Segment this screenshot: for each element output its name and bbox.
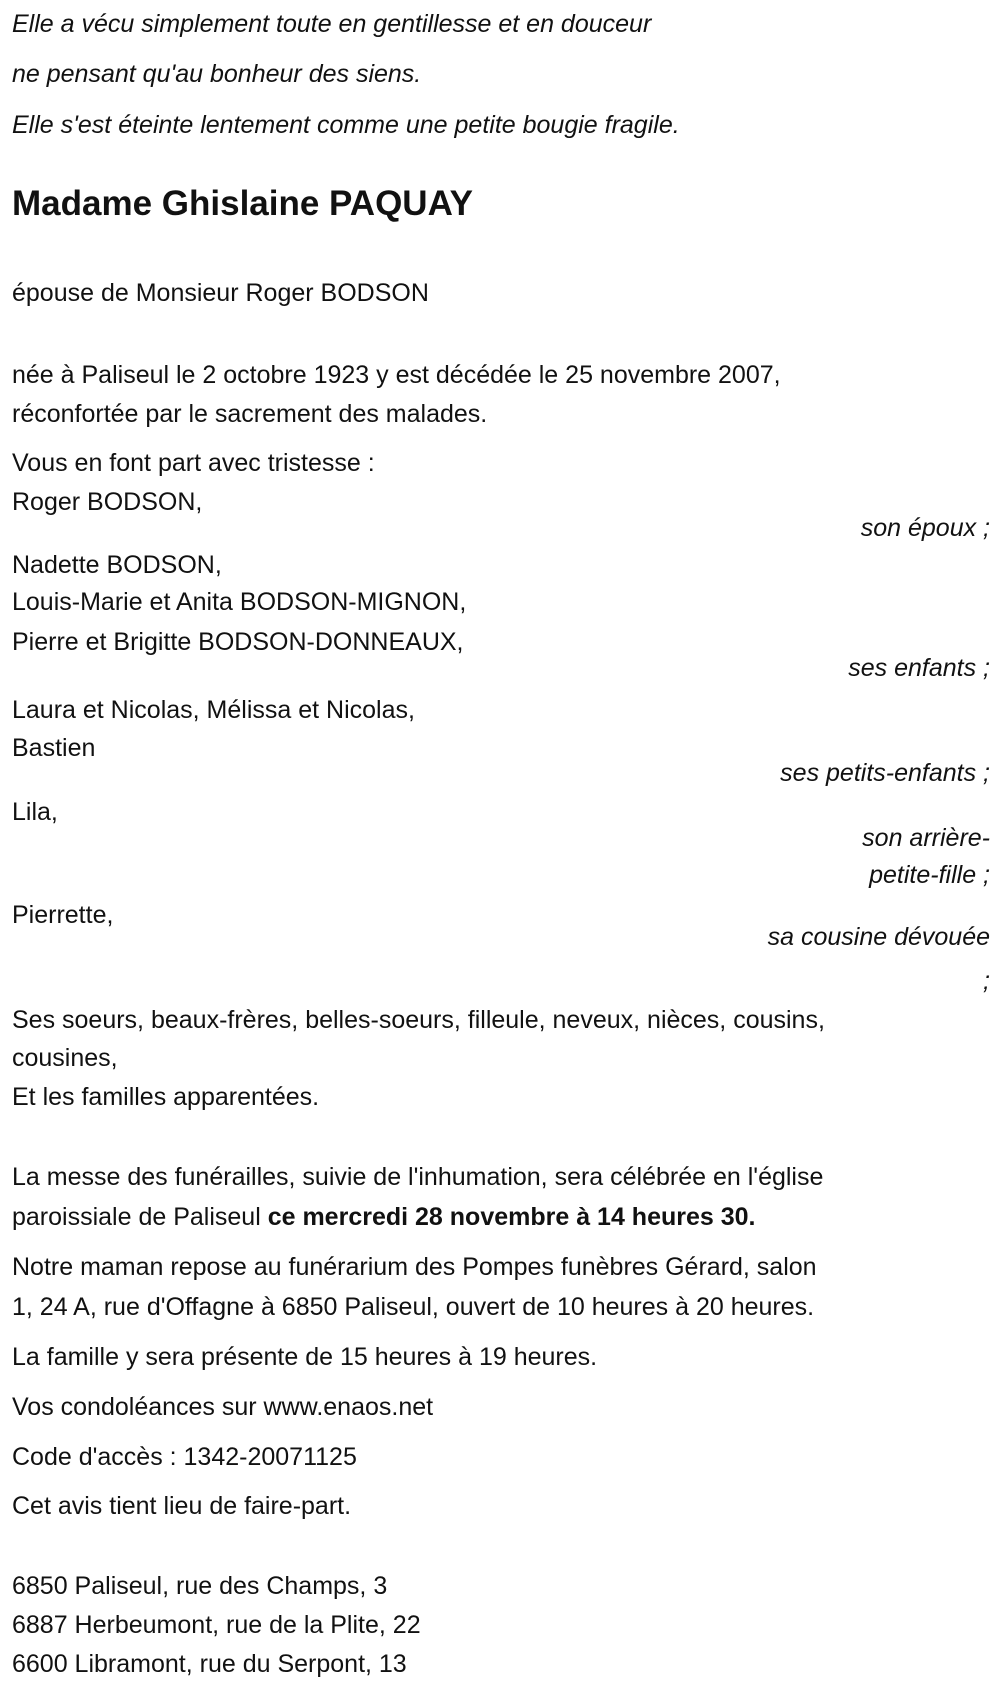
page-title: Madame Ghislaine PAQUAY [12, 184, 473, 223]
birth-death-line: réconfortée par le sacrement des malades. [12, 400, 488, 428]
funeral-line: La messe des funérailles, suivie de l'inhumation, sera célébrée en l'église [12, 1163, 824, 1191]
family-name: Pierrette, [12, 901, 114, 929]
condolences-line: Vos condoléances sur www.enaos.net [12, 1393, 434, 1421]
poem-line: Elle s'est éteinte lentement comme une petite bougie fragile. [12, 111, 680, 139]
funeral-datetime: ce mercredi 28 novembre à 14 heures 30. [267, 1203, 756, 1231]
birth-death-line: née à Paliseul le 2 octobre 1923 y est décédée le 25 novembre 2007, [12, 361, 781, 389]
others-line: cousines, [12, 1044, 118, 1072]
notice-line: Cet avis tient lieu de faire-part. [12, 1492, 352, 1520]
funeral-line [12, 1201, 755, 1233]
family-relation: sa cousine dévouée [767, 923, 990, 951]
family-relation: ses enfants ; [848, 654, 990, 682]
poem-line: Elle a vécu simplement toute en gentillesse et en douceur [12, 10, 652, 38]
announce-line: Vous en font part avec tristesse : [12, 449, 375, 477]
others-line: Et les familles apparentées. [12, 1083, 320, 1111]
address: 6887 Herbeumont, rue de la Plite, 22 [12, 1611, 421, 1639]
others-line: Ses soeurs, beaux-frères, belles-soeurs, filleule, neveux, nièces, cousins, [12, 1006, 825, 1034]
family-name: Roger BODSON, [12, 488, 203, 516]
family-name: Louis-Marie et Anita BODSON-MIGNON, [12, 588, 467, 616]
access-code: Code d'accès : 1342-20071125 [12, 1443, 357, 1471]
family-relation: son époux ; [860, 514, 990, 542]
family-name: Bastien [12, 734, 96, 762]
family-name: Pierre et Brigitte BODSON-DONNEAUX, [12, 628, 464, 656]
visitation-line: Notre maman repose au funérarium des Pompes funèbres Gérard, salon [12, 1253, 817, 1281]
family-name: Laura et Nicolas, Mélissa et Nicolas, [12, 696, 415, 724]
funeral-place: paroissiale de Paliseul [12, 1203, 268, 1231]
family-relation: son arrière- [862, 824, 990, 852]
family-relation: petite-fille ; [869, 861, 990, 889]
family-relation: ; [983, 967, 990, 995]
family-relation: ses petits-enfants ; [780, 759, 990, 787]
address: 6850 Paliseul, rue des Champs, 3 [12, 1572, 388, 1600]
spouse-line: épouse de Monsieur Roger BODSON [12, 279, 429, 307]
family-name: Lila, [12, 798, 58, 826]
address: 6600 Libramont, rue du Serpont, 13 [12, 1650, 407, 1678]
poem-line: ne pensant qu'au bonheur des siens. [12, 60, 422, 88]
visitation-line: 1, 24 A, rue d'Offagne à 6850 Paliseul, ouvert de 10 heures à 20 heures. [12, 1293, 815, 1321]
family-name: Nadette BODSON, [12, 551, 222, 579]
family-presence: La famille y sera présente de 15 heures à 19 heures. [12, 1343, 598, 1371]
